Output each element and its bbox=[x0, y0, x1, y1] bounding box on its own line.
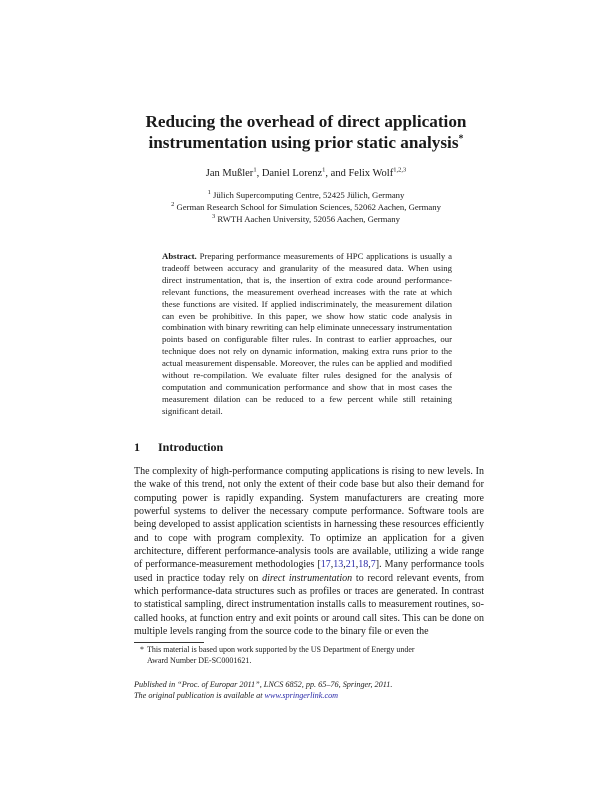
author-affiliation-mark: 1 bbox=[253, 166, 257, 174]
author-affiliation-mark: 1,2,3 bbox=[393, 166, 407, 174]
publication-info bbox=[134, 679, 494, 701]
title-line-2: instrumentation using prior static analysis bbox=[148, 133, 459, 152]
abstract-label: Abstract. bbox=[162, 251, 197, 261]
affiliation-text: German Research School for Simulation Sciences, 52062 Aachen, Germany bbox=[176, 201, 441, 212]
affiliation bbox=[100, 190, 512, 202]
footnote-mark: * bbox=[140, 645, 144, 654]
footnote-text: This material is based upon work supported by the US Department of Energy under bbox=[147, 645, 415, 654]
affiliation bbox=[100, 214, 512, 226]
affiliation-text: RWTH Aachen University, 52056 Aachen, Germany bbox=[217, 213, 400, 224]
affiliation-list bbox=[100, 190, 512, 225]
citation-link[interactable]: 17 bbox=[320, 559, 331, 571]
author-name: Daniel Lorenz bbox=[261, 168, 323, 179]
footnote-rule bbox=[134, 642, 204, 643]
published-line: Published in “Proc. of Europar 2011”, LNCS 6852, pp. 65–76, Springer, 2011. bbox=[134, 680, 393, 689]
intro-text: to record relevant events, from which performance-data structures such as profiles or traces are generated. In contrast to statistical sampling, direct instrumentation installs calls to measurement routines, so-called hooks, at function entry and exit points or around call sites. This can be done on multiple levels ranging from the source code to the binary file or even the bbox=[134, 572, 484, 638]
author-affiliation-mark: 1 bbox=[322, 166, 326, 174]
citation-link[interactable]: 21 bbox=[345, 559, 356, 571]
section-heading bbox=[134, 440, 494, 455]
affiliation-number: 3 bbox=[212, 212, 216, 220]
title-line-1: Reducing the overhead of direct application bbox=[145, 112, 467, 131]
citation-link[interactable]: 7 bbox=[370, 559, 376, 571]
title-footnote-mark: * bbox=[458, 133, 464, 145]
affiliation-number: 2 bbox=[171, 200, 175, 208]
section-number: 1 bbox=[134, 440, 140, 454]
citation-link[interactable]: 18 bbox=[358, 559, 369, 571]
author-name: Felix Wolf bbox=[348, 168, 394, 179]
affiliation-text: Jülich Supercomputing Centre, 52425 Jülich, Germany bbox=[213, 190, 405, 200]
intro-text: The complexity of high-performance computing applications is rising to new levels. In the wake of this trend, not only the extent of their code base but also their demand for computing power is rapidly expanding. System manufacturers are creating more powerful systems to deliver the necessary compute performance. Software tools are being developed to assist application scientists in harnessing these resources efficiently and to cope with program complexity. To optimize an application for a given architecture, different performance-analysis tools are available, utilizing a wide range of performance-measurement methodologies [ bbox=[134, 466, 484, 571]
affiliation-number: 1 bbox=[207, 189, 211, 197]
author-list bbox=[100, 168, 512, 179]
footnote bbox=[134, 645, 484, 666]
availability-text: The original publication is available at bbox=[134, 691, 265, 700]
author-separator: , and bbox=[325, 168, 349, 179]
springerlink-link[interactable]: www.springerlink.com bbox=[264, 691, 339, 700]
affiliation bbox=[100, 202, 512, 214]
emphasized-term: direct instrumentation bbox=[262, 572, 353, 584]
paper-title bbox=[100, 111, 512, 153]
author-separator: , bbox=[256, 168, 262, 179]
abstract-text: Preparing performance measurements of HPC applications is usually a tradeoff between accuracy and granularity of the measured data. When using direct instrumentation, that is, the insertion of extra code around performance-relevant functions, the measurement overhead increases with the rate at which these functions are visited. If applied indiscriminately, the measurement dilation can even be prohibitive. In this paper, we show how static code analysis in combination with binary rewriting can help eliminate unnecessary instrumentation points based on configurable filter rules. In contrast to earlier approaches, our technique does not rely on dynamic information, making extra runs prior to the actual measurement dispensable. Moreover, the rules can be applied and modified without re-compilation. We evaluate filter rules designed for the analysis of computation and communication performance and show that in most cases the measurement dilation can be reduced to a few percent while still retaining significant detail. bbox=[162, 251, 452, 416]
footnote-text: Award Number DE-SC0001621. bbox=[147, 655, 252, 665]
intro-paragraph: The complexity of high-performance computing applications is rising to new levels. In the wake of this trend, not only the extent of their code base but also their demand for computing power is rapidly expanding. System manufacturers are creating more powerful systems to deliver the necessary compute performance. Software tools are being developed to assist application scientists in harnessing these resources efficiently and to cope with program complexity. To optimize an application for a given architecture, different performance-analysis tools are available, utilizing a wide range of performance-measurement methodologies [17,13,21,18,7]. Many performance tools used in practice today rely on direct instrumentation to record relevant events, from which performance-data structures such as profiles or traces are generated. In contrast to statistical sampling, direct instrumentation installs calls to measurement routines, so-called hooks, at function entry and exit points or around call sites. This can be done on multiple levels ranging from the source code to the binary file or even the bbox=[134, 466, 484, 638]
author-name: Jan Mußler bbox=[205, 168, 254, 179]
abstract bbox=[162, 251, 452, 418]
citation-link[interactable]: 13 bbox=[333, 559, 344, 571]
section-title: Introduction bbox=[158, 440, 224, 454]
intro-text: ]. Many performance tools used in practice today rely on bbox=[134, 559, 484, 584]
